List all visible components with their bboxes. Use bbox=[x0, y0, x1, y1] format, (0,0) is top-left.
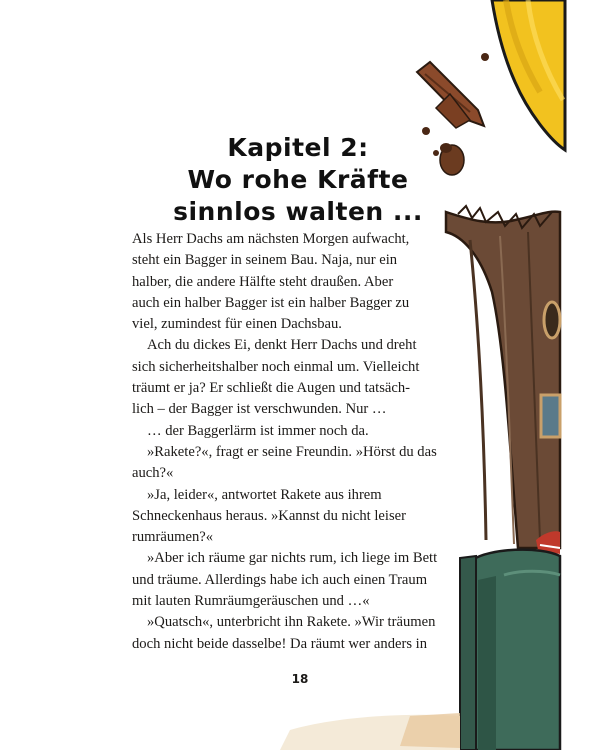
body-text bbox=[132, 229, 450, 655]
chapter-number: Kapitel 2: bbox=[227, 133, 369, 162]
text-line: und träume. Allerdings habe ich auch einen Traum bbox=[132, 571, 428, 588]
text-line: Als Herr Dachs am nächsten Morgen aufwacht, bbox=[132, 231, 410, 247]
chapter-title-line: Wo rohe Kräfte bbox=[187, 165, 409, 194]
text-line: halber, die andere Hälfte steht draußen. Aber bbox=[132, 273, 394, 290]
text-line: auch ein halber Bagger ist ein halber Bagger zu bbox=[132, 294, 410, 311]
text-line: »Ja, leider«, antwortet Rakete aus ihrem bbox=[147, 486, 382, 503]
text-line: mit lauten Rumräumgeräuschen und …« bbox=[132, 593, 370, 610]
text-line: … der Baggerlärm ist immer noch da. bbox=[147, 422, 369, 439]
excavator-bucket-illustration bbox=[492, 0, 565, 150]
bed-illustration bbox=[460, 531, 560, 750]
floor-illustration bbox=[280, 713, 460, 750]
text-line: sich sicherheitshalber noch einmal um. Vielleicht bbox=[132, 358, 420, 375]
text-line: Ach du dickes Ei, denkt Herr Dachs und dreht bbox=[147, 337, 417, 354]
chapter-title bbox=[132, 132, 464, 228]
chapter-title-line: sinnlos walten ... bbox=[173, 197, 423, 226]
text-line: »Rakete?«, fragt er seine Freundin. »Hörst du das bbox=[147, 443, 437, 460]
text-line: Schneckenhaus heraus. »Kannst du nicht leiser bbox=[132, 507, 406, 524]
page-number: 18 bbox=[291, 672, 309, 686]
text-line: »Quatsch«, unterbricht ihn Rakete. »Wir träumen bbox=[147, 614, 436, 631]
text-line: »Aber ich räume gar nichts rum, ich liege im Bett bbox=[147, 550, 438, 567]
tree-trunk-illustration bbox=[446, 206, 560, 548]
text-line: träumt er ja? Er schließt die Augen und tatsäch- bbox=[132, 380, 410, 397]
text-line: auch?« bbox=[132, 465, 174, 482]
text-line: rumräumen?« bbox=[132, 529, 214, 546]
text-line: lich – der Bagger ist verschwunden. Nur … bbox=[132, 401, 387, 418]
text-line: viel, zumindest für einen Dachsbau. bbox=[132, 316, 342, 333]
text-line: steht ein Bagger in seinem Bau. Naja, nur ein bbox=[132, 252, 398, 269]
text-line: doch nicht beide dasselbe! Da räumt wer anders in bbox=[132, 635, 428, 652]
